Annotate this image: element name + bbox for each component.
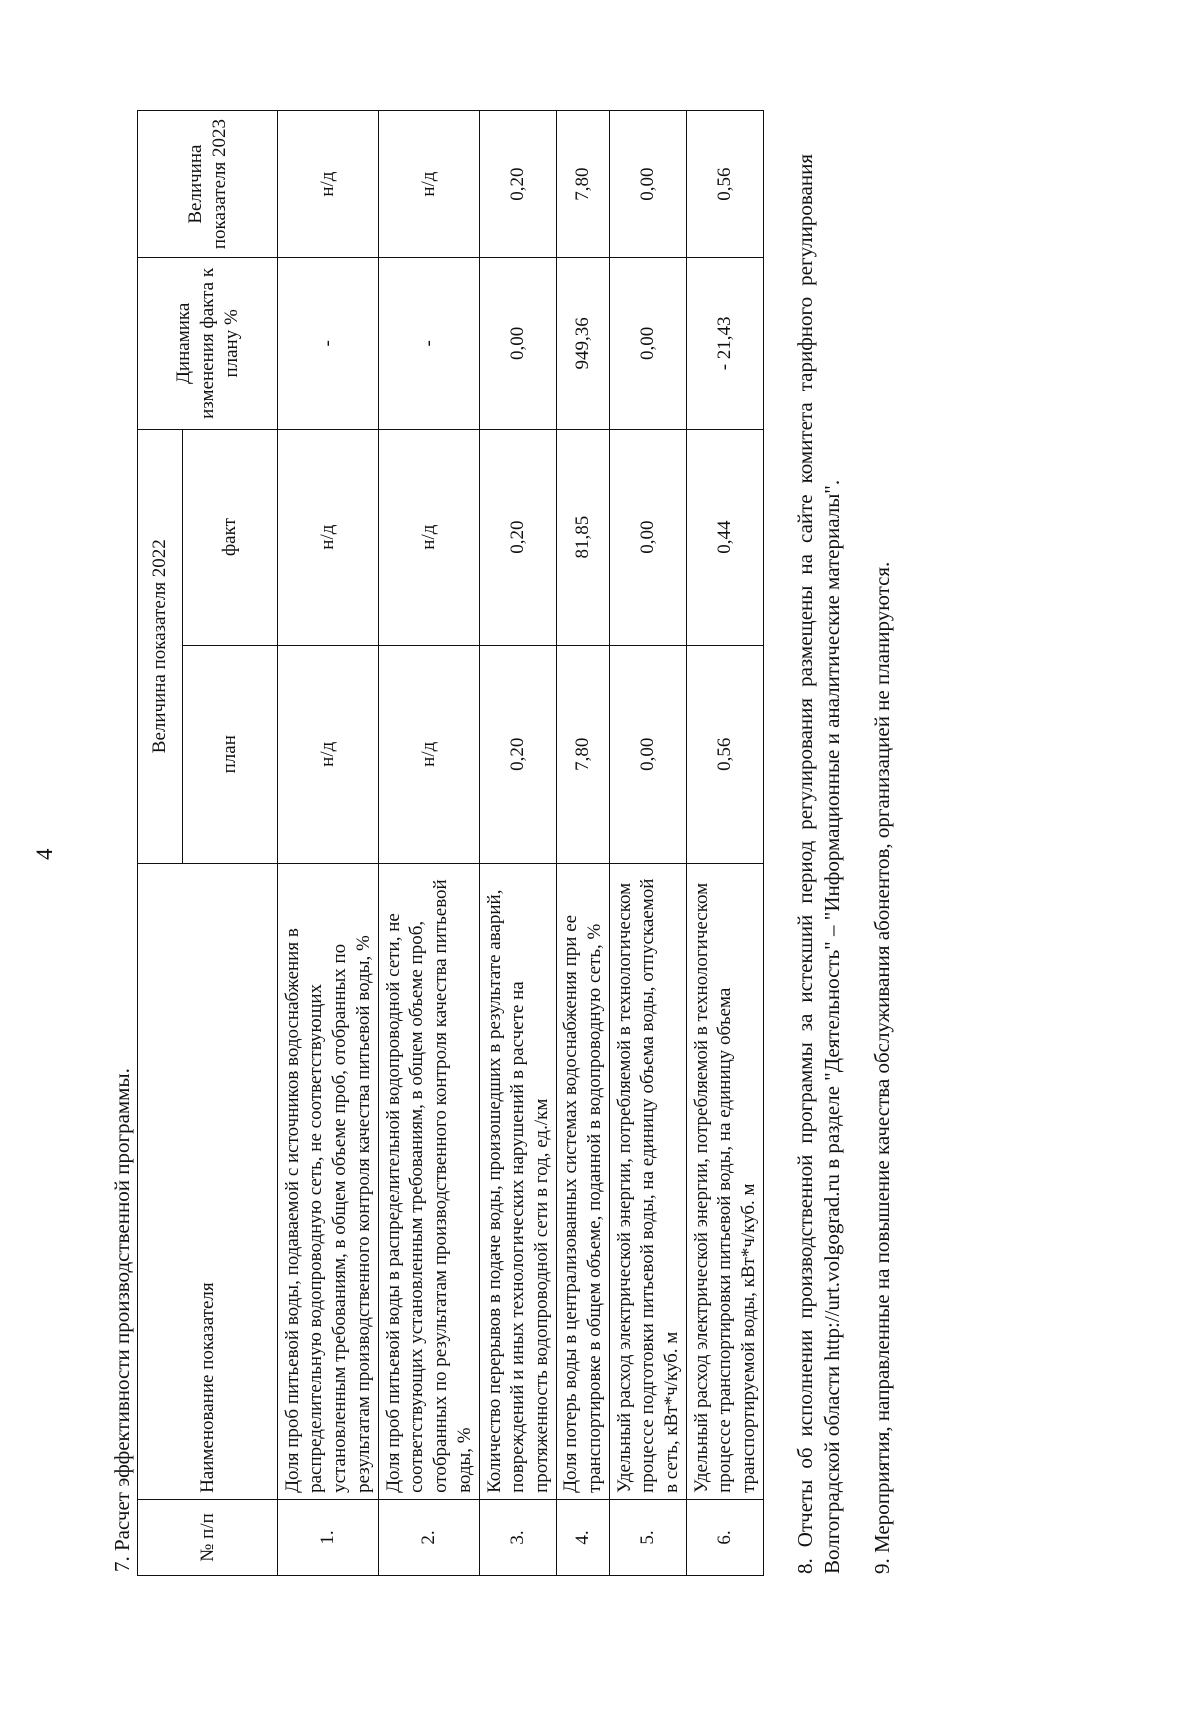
row-name: Доля проб питьевой воды в распределительной водопроводной сети, не соответствующих установленным требованиям, в общем объеме проб, отобранных по результатам производственного контроля качества питьевой воды, %: [379, 863, 480, 1499]
row-dynamics: 0,00: [480, 258, 557, 429]
header-plan: план: [183, 645, 278, 863]
row-num: 5.: [610, 1499, 687, 1575]
row-fact: 0,44: [687, 429, 764, 645]
row-value-2023: 7,80: [557, 111, 610, 258]
row-num: 1.: [278, 1499, 379, 1575]
row-plan: 0,56: [687, 645, 764, 863]
header-value-2022: Величина показателя 2022: [138, 429, 183, 863]
header-value-2023: Величина показателя 2023: [138, 111, 278, 258]
header-num: № п/п: [138, 1499, 278, 1575]
notes: [792, 154, 896, 1574]
row-dynamics: 0,00: [610, 258, 687, 429]
row-fact: н/д: [379, 429, 480, 645]
row-value-2023: 0,20: [480, 111, 557, 258]
row-fact: 0,00: [610, 429, 687, 645]
row-plan: н/д: [278, 645, 379, 863]
table-row: [278, 111, 379, 1576]
row-num: 2.: [379, 1499, 480, 1575]
row-plan: н/д: [379, 645, 480, 863]
row-plan: 0,20: [480, 645, 557, 863]
row-value-2023: 0,56: [687, 111, 764, 258]
header-name: Наименование показателя: [138, 863, 278, 1499]
row-dynamics: -: [379, 258, 480, 429]
row-name: Количество перерывов в подаче воды, произошедших в результате аварий, повреждений и иных технологических нарушений в расчете на протяженность водопроводной сети в год, ед./км: [480, 863, 557, 1499]
table-row: [480, 111, 557, 1576]
table-row: [379, 111, 480, 1576]
table-header-row: [138, 111, 183, 1576]
header-dynamics: Динамика изменения факта к плану %: [138, 258, 278, 429]
section-title: 7. Расчет эффективности производственной программы.: [110, 1068, 134, 1572]
table-row: [610, 111, 687, 1576]
row-value-2023: н/д: [278, 111, 379, 258]
rotated-document: [32, 110, 918, 1580]
row-num: 6.: [687, 1499, 764, 1575]
row-num: 3.: [480, 1499, 557, 1575]
note-8: 8. Отчеты об исполнении производственной программы за истекший период регулирования размещены на сайте комитета тарифного регулирования Волгоградской области http://urt.volgograd.ru в разделе "Деятельность" – "Информационные и аналитические материалы".: [793, 154, 845, 1574]
page-number: 4: [32, 848, 57, 860]
row-dynamics: -: [278, 258, 379, 429]
row-dynamics: - 21,43: [687, 258, 764, 429]
row-name: Доля проб питьевой воды, подаваемой с источников водоснабжения в распределительную водопроводную сеть, не соответствующих установленным требованиям, в общем объеме проб, отобранных по результатам производственного контроля качества питьевой воды, %: [278, 863, 379, 1499]
row-name: Доля потерь воды в централизованных системах водоснабжения при ее транспортировке в общем объеме, поданной в водопроводную сеть, %: [557, 863, 610, 1499]
row-name: Удельный расход электрической энергии, потребляемой в технологическом процессе транспортировки питьевой воды, на единицу объема транспортируемой воды, кВт*ч/куб. м: [687, 863, 764, 1499]
row-value-2023: н/д: [379, 111, 480, 258]
row-fact: н/д: [278, 429, 379, 645]
row-dynamics: 949,36: [557, 258, 610, 429]
header-fact: факт: [183, 429, 278, 645]
note-9: 9. Мероприятия, направленные на повышение качества обслуживания абонентов, организацией не планируются.: [869, 561, 894, 1574]
row-fact: 0,20: [480, 429, 557, 645]
row-num: 4.: [557, 1499, 610, 1575]
row-name: Удельный расход электрической энергии, потребляемой в технологическом процессе подготовки питьевой воды, на единицу объема воды, отпускаемой в сеть, кВт*ч/куб. м: [610, 863, 687, 1499]
table-row: [557, 111, 610, 1576]
row-plan: 0,00: [610, 645, 687, 863]
efficiency-table: [137, 110, 764, 1576]
row-fact: 81,85: [557, 429, 610, 645]
table-row: [687, 111, 764, 1576]
row-value-2023: 0,00: [610, 111, 687, 258]
row-plan: 7,80: [557, 645, 610, 863]
